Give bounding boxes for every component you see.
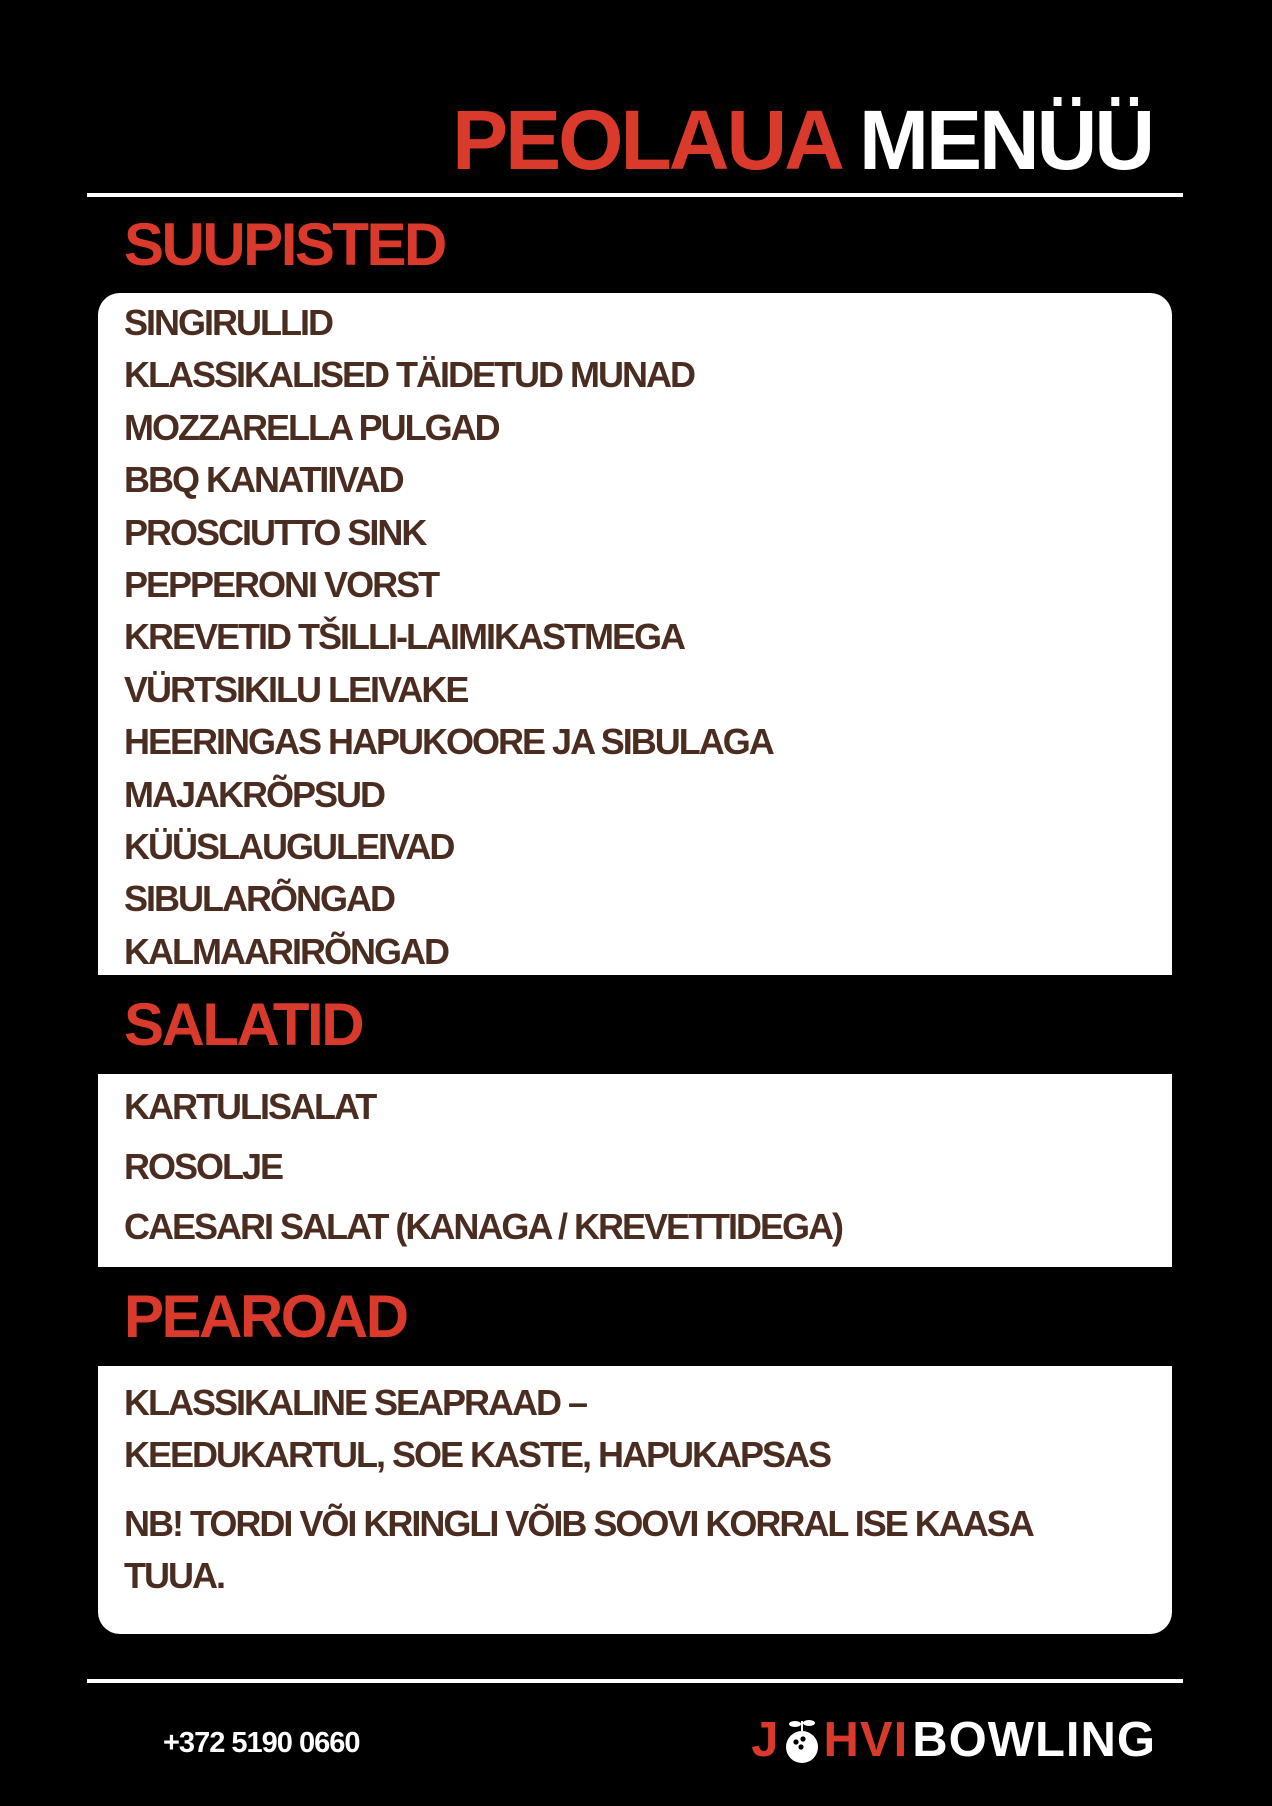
list-item: KLASSIKALINE SEAPRAAD – [124,1382,587,1423]
panel-suupisted [98,293,1172,975]
bowling-ball-icon [784,1717,820,1765]
panel-pearoad [98,1366,1172,1634]
section-heading-pearoad: PEAROAD [124,1283,407,1350]
list-item: MOZZARELLA PULGAD [124,406,499,448]
top-divider [87,193,1183,197]
list-suupisted [124,297,1152,978]
panel-salatid [98,1074,1172,1267]
list-item: PEPPERONI VORST [124,563,439,605]
list-item: KREVETID TŠILLI-LAIMIKASTMEGA [124,616,684,658]
list-item: SIBULARÕNGAD [124,878,394,920]
list-item: KARTULISALAT [124,1086,376,1127]
list-item: KLASSIKALISED TÄIDETUD MUNAD [124,354,694,396]
page-title-red: PEOLAUA [452,93,839,187]
section-heading-salatid: SALATID [124,991,363,1058]
list-item: PROSCIUTTO SINK [124,511,426,553]
logo-text-bowling: BOWLING [912,1713,1156,1767]
list-item: KÜÜSLAUGULEIVAD [124,825,454,867]
johvi-bowling-logo [751,1713,1156,1767]
logo-text-hvi: HVI [823,1713,909,1767]
list-item: HEERINGAS HAPUKOORE JA SIBULAGA [124,721,773,763]
page-title-white: MENÜÜ [859,93,1152,187]
note-item: TUUA. [124,1555,224,1596]
phone-number: +372 5190 0660 [163,1727,360,1759]
list-item: MAJAKRÕPSUD [124,773,385,815]
list-item: SINGIRULLID [124,302,332,343]
page-title [452,93,1152,187]
list-pearoad [124,1377,1152,1602]
logo-text-j: J [751,1713,780,1767]
section-heading-suupisted: SUUPISTED [124,211,445,278]
list-item: KALMAARIRÕNGAD [124,930,448,972]
list-item: ROSOLJE [124,1146,283,1187]
list-item: BBQ KANATIIVAD [124,459,403,501]
list-item: KEEDUKARTUL, SOE KASTE, HAPUKAPSAS [124,1434,831,1475]
note-item: NB! TORDI VÕI KRINGLI VÕIB SOOVI KORRAL ISE KAASA [124,1503,1033,1544]
list-salatid [124,1081,1152,1261]
list-item: CAESARI SALAT (KANAGA / KREVETTIDEGA) [124,1206,842,1247]
list-item: VÜRTSIKILU LEIVAKE [124,668,468,710]
bottom-divider [87,1679,1183,1683]
